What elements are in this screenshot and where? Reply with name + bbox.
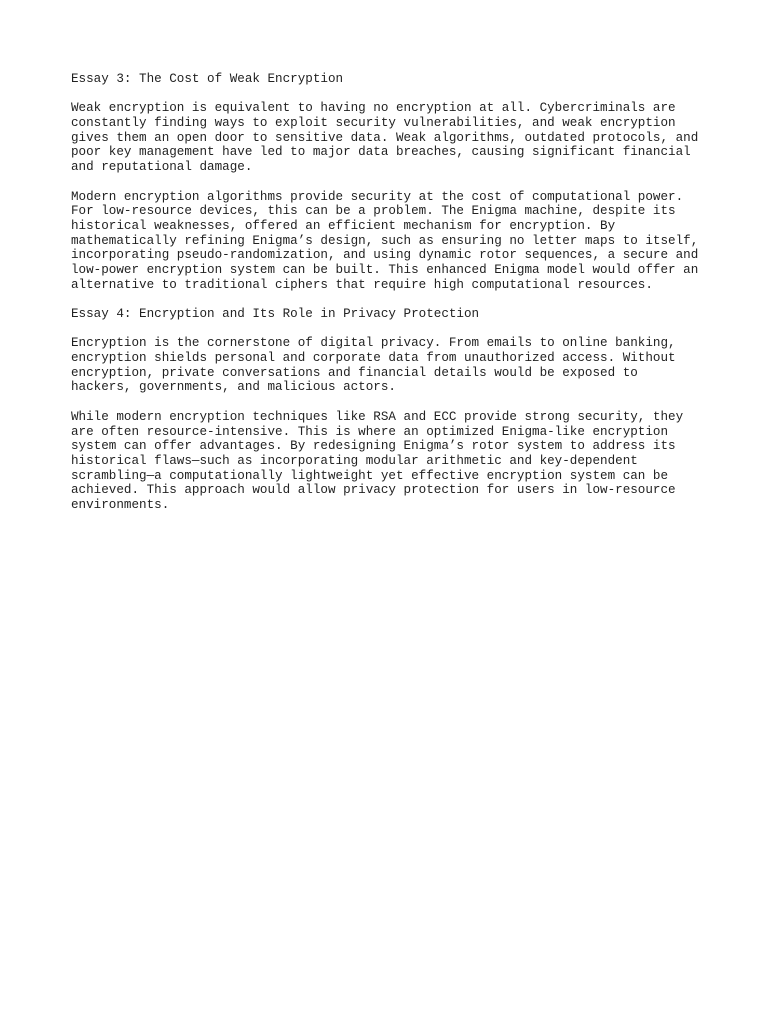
text-line: gives them an open door to sensitive data. Weak algorithms, outdated protocols, and bbox=[71, 130, 699, 145]
text-line: encryption shields personal and corporate data from unauthorized access. Without bbox=[71, 351, 676, 366]
text-line: Modern encryption algorithms provide security at the cost of computational power. bbox=[71, 189, 684, 204]
paragraph-spacer bbox=[71, 395, 711, 410]
text-line: incorporating pseudo-randomization, and using dynamic rotor sequences, a secure and bbox=[71, 248, 699, 263]
text-line: poor key management have led to major data breaches, causing significant financial bbox=[71, 145, 691, 160]
text-line: historical flaws—such as incorporating modular arithmetic and key-dependent bbox=[71, 453, 638, 468]
text-line: environments. bbox=[71, 497, 170, 512]
text-line: low-power encryption system can be built. This enhanced Enigma model would offer an bbox=[71, 262, 699, 277]
text-line: hackers, governments, and malicious actors. bbox=[71, 380, 396, 395]
text-line: achieved. This approach would allow privacy protection for users in low-resource bbox=[71, 483, 676, 498]
text-line: Weak encryption is equivalent to having no encryption at all. Cybercriminals are bbox=[71, 101, 676, 116]
text-line: are often resource-intensive. This is where an optimized Enigma-like encryption bbox=[71, 424, 669, 439]
paragraph-spacer bbox=[71, 322, 711, 337]
text-line: historical weaknesses, offered an efficient mechanism for encryption. By bbox=[71, 218, 616, 233]
paragraph-spacer bbox=[71, 175, 711, 190]
text-line: alternative to traditional ciphers that require high computational resources. bbox=[71, 277, 653, 292]
text-line: scrambling—a computationally lightweight yet effective encryption system can be bbox=[71, 468, 669, 483]
text-line: encryption, private conversations and financial details would be exposed to bbox=[71, 365, 638, 380]
heading-line: Essay 4: Encryption and Its Role in Privacy Protection bbox=[71, 307, 480, 321]
essay-4-paragraph-1 bbox=[71, 336, 711, 395]
essay-4-paragraph-2 bbox=[71, 410, 711, 513]
paragraph-spacer bbox=[71, 292, 711, 307]
text-line: While modern encryption techniques like RSA and ECC provide strong security, they bbox=[71, 409, 684, 424]
heading-line: Essay 3: The Cost of Weak Encryption bbox=[71, 72, 344, 86]
essay-3-paragraph-2 bbox=[71, 190, 711, 293]
text-line: mathematically refining Enigma’s design, such as ensuring no letter maps to itself, bbox=[71, 233, 699, 248]
essay-3-title bbox=[71, 72, 711, 87]
paragraph-spacer bbox=[71, 87, 711, 102]
text-line: and reputational damage. bbox=[71, 160, 253, 175]
text-line: system can offer advantages. By redesigning Enigma’s rotor system to address its bbox=[71, 439, 676, 454]
document-page bbox=[71, 72, 711, 513]
text-line: constantly finding ways to exploit security vulnerabilities, and weak encryption bbox=[71, 116, 676, 131]
text-line: For low-resource devices, this can be a problem. The Enigma machine, despite its bbox=[71, 204, 676, 219]
text-line: Encryption is the cornerstone of digital privacy. From emails to online banking, bbox=[71, 336, 676, 351]
essay-4-title bbox=[71, 307, 711, 322]
essay-3-paragraph-1 bbox=[71, 101, 711, 174]
